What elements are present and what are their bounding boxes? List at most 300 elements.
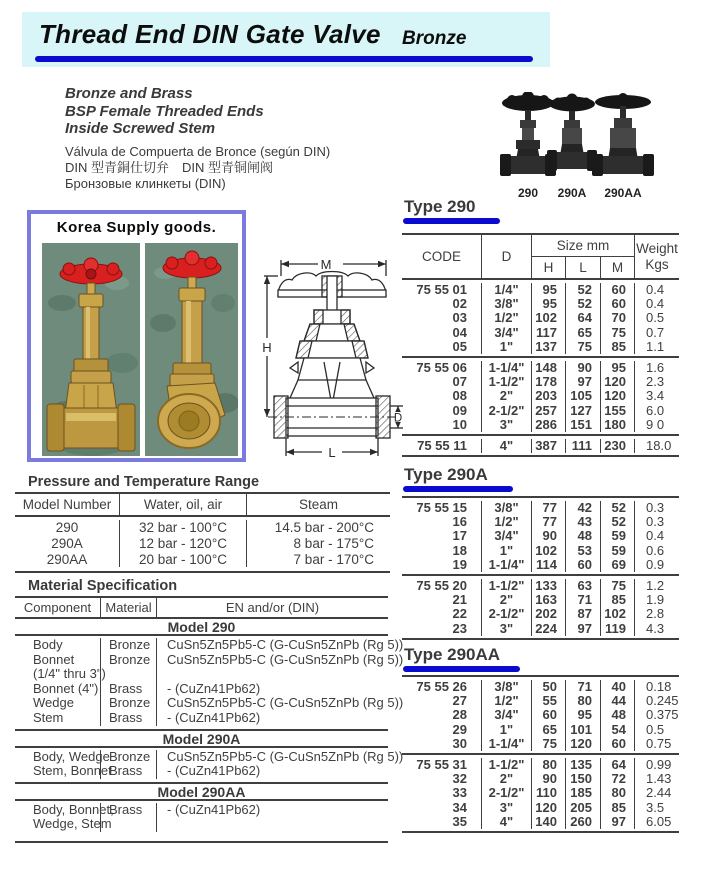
cell: 63 [566,579,601,593]
cell: 2" [482,389,532,403]
cell: 3/8" [482,297,532,311]
page-header [22,12,550,67]
pressure-table-header [15,494,390,517]
cell: 0.75 [646,735,672,751]
material-rows [15,636,404,731]
table-row [402,361,679,375]
cell: 09 [402,404,482,418]
cell: Body, Wedge [15,750,101,765]
cell: 1.2 [646,578,665,594]
cell: 18 [402,544,482,558]
table-row [402,340,679,354]
intro-line-cjk: DIN 型青銅仕切弁 DIN 型青铜闸阀 [65,159,274,175]
table-row [402,418,679,432]
cell: Bonnet [15,653,101,668]
table-row [15,637,404,653]
cell: CuSn5Zn5Pb5-C (G-CuSn5ZnPb (Rg 5)) [167,695,404,711]
cell: CuSn5Zn5Pb5-C (G-CuSn5ZnPb (Rg 5)) [167,651,404,667]
table-row [402,579,679,593]
cell: 2-1/2" [482,607,532,621]
cell: 27 [402,694,482,708]
cell: 119 [601,622,635,636]
cell: 120 [601,375,635,389]
cell: 127 [566,404,601,418]
cell: 60 [601,737,635,751]
cell: 48 [601,708,635,722]
table-row [15,711,388,726]
material-label: Bronze [402,28,467,49]
cell: 75 [566,340,601,354]
cell: 52 [566,297,601,311]
cell: 85 [601,593,635,607]
cell: - (CuZn41Pb62) [167,709,261,725]
cell: 42 [566,501,601,515]
col-header-en-din: EN and/or (DIN) [225,600,320,615]
pressure-row [15,536,390,552]
cell: 111 [566,439,601,453]
cell: Stem [15,711,101,726]
cell: - (CuZn41Pb62) [167,801,261,817]
cell: 1-1/2" [482,579,532,593]
cell: 43 [566,515,601,529]
cell: 95 [566,708,601,722]
table-row [15,695,404,711]
table-row [15,682,388,697]
cell: 1-1/4" [482,361,532,375]
cell: Bronze [101,638,157,653]
cell: 90 [532,529,566,543]
col-header-l: L [566,257,601,278]
table-row [402,815,679,829]
cell: 1.6 [646,360,665,376]
cell: 72 [601,772,635,786]
cell: 2-1/2" [482,786,532,800]
col-header-model-number: Model Number [15,494,120,515]
cell: 2-1/2" [482,404,532,418]
table-row [402,680,679,694]
table-row [402,737,679,751]
cell: 14.5 bar - 200°C [274,520,374,535]
table-row [402,297,679,311]
cell: 75 55 26 [402,680,482,694]
size-table-290aa [402,675,679,833]
cell: 75 55 01 [402,283,482,297]
cell: 0.5 [646,721,665,737]
dim-label-l: L [328,445,336,460]
cell: Wedge [15,696,101,711]
cell [157,817,388,832]
cell: 2.8 [646,606,665,622]
col-header-weight [635,235,679,278]
cell: 60 [566,558,601,572]
cell: 1/2" [482,515,532,529]
thumb-label-290a: 290A [557,186,587,200]
table-row [15,803,388,818]
cell: 260 [566,815,601,829]
col-header-material: Material [101,598,157,617]
cell: Body [15,638,101,653]
cell: 04 [402,326,482,340]
cell: 75 [601,579,635,593]
table-row [402,772,679,786]
cell: 230 [601,439,635,453]
table-row [402,607,679,621]
col-header-m: M [601,257,635,278]
material-model-band: Model 290A [15,731,388,748]
cell: 0.375 [646,707,679,723]
type-290a-underline [403,486,513,492]
cell: 202 [532,607,566,621]
table-row [402,622,679,636]
table-row [402,558,679,572]
col-header-code: CODE [402,235,482,278]
cell: 1/2" [482,311,532,325]
cell: 0.4 [646,282,665,297]
cell: 3/4" [482,326,532,340]
cell: Body, Bonnet, [15,803,101,818]
pressure-row [15,520,390,536]
col-header-d: D [482,235,532,278]
cell: 52 [601,501,635,515]
cell: 286 [532,418,566,432]
cell: 95 [532,297,566,311]
dim-label-d: D [393,412,403,425]
cell: 7 bar - 170°C [293,551,374,567]
material-rows [15,801,388,843]
size-table-group [402,358,679,436]
cell: 205 [566,801,601,815]
cell [157,667,388,682]
size-table-group [402,677,679,755]
material-rows [15,748,404,784]
cell: 20 bar - 100°C [120,552,247,568]
cell: 135 [566,758,601,772]
cell: 185 [566,786,601,800]
table-row [402,515,679,529]
table-row [15,748,404,765]
size-table-group [402,436,679,457]
material-model-band: Model 290 [15,619,388,636]
cell: 18.0 [646,438,672,454]
col-header-size-mm: Size mm [532,235,635,257]
cell: 0.3 [646,500,665,515]
cell: 80 [566,694,601,708]
cell: 1-1/2" [482,758,532,772]
cell: 290A [15,536,120,552]
cell: 19 [402,558,482,572]
table-row [402,723,679,737]
thumb-label-290aa: 290AA [604,186,642,200]
cell: 1/4" [482,283,532,297]
cell: 9 0 [646,416,665,432]
cell: 102 [532,311,566,325]
cell: 0.18 [646,679,672,694]
photo-box [27,210,246,462]
cell: 0.3 [646,514,665,530]
intro-line-spanish: Válvula de Compuerta de Bronce (según DIN) [65,143,331,159]
table-row [402,389,679,403]
size-table-290 [402,233,679,457]
cell: 3" [482,622,532,636]
cell: 224 [532,622,566,636]
cell: 102 [532,544,566,558]
cell: 59 [601,544,635,558]
cell: 3/4" [482,708,532,722]
cell: Bronze [101,696,157,711]
col-header-h: H [532,257,566,278]
cell: 6.05 [646,813,672,829]
cell: 6.0 [646,402,665,418]
type-290a-heading: Type 290A [404,465,488,484]
cell: 71 [566,593,601,607]
cell: 52 [566,283,601,297]
cell: 151 [566,418,601,432]
cell: 21 [402,593,482,607]
cell: 95 [601,361,635,375]
cell: 3.4 [646,388,665,404]
valve-photo-front [42,243,140,456]
photo-caption: Korea Supply goods. [56,219,217,236]
cell: 1" [482,723,532,737]
cell: 52 [601,515,635,529]
intro-line: Inside Screwed Stem [65,120,216,137]
dim-label-m: M [320,257,332,272]
type-290-underline [403,218,500,224]
cell: 50 [532,680,566,694]
cell: 64 [601,758,635,772]
thumb-label-290: 290 [517,186,539,200]
cell: 3/4" [482,529,532,543]
cell: Brass [101,764,157,779]
cell: 3/8" [482,501,532,515]
size-table-header [402,235,679,280]
cell [101,817,157,832]
cell: 0.245 [646,693,679,709]
intro-line-russian: Бронзовые клинкеты (DIN) [65,175,226,191]
cell: 75 55 20 [402,579,482,593]
cell: 23 [402,622,482,636]
cell: 97 [566,622,601,636]
cell: 64 [566,311,601,325]
table-row [402,375,679,389]
cell: 114 [532,558,566,572]
cell: Bonnet (4") [15,682,101,697]
intro-text [65,85,395,192]
pressure-table [15,492,390,573]
material-table [15,596,404,843]
cell: (1/4" thru 3") [15,667,101,682]
cell: 102 [601,607,635,621]
cell: 80 [601,786,635,800]
cell: 0.99 [646,757,672,773]
valve-thumbnails-image [486,92,666,188]
cell: 75 55 11 [402,439,482,453]
cell: 178 [532,375,566,389]
cell: 12 bar - 120°C [120,536,247,552]
type-290-heading: Type 290 [404,197,476,216]
cell: 16 [402,515,482,529]
cell: 40 [601,680,635,694]
pressure-table-body [15,517,390,571]
col-header-component: Component [15,598,101,617]
cell: 34 [402,801,482,815]
pressure-row [15,552,390,568]
table-row [402,501,679,515]
table-row [402,326,679,340]
kgs-label: Kgs [645,256,669,272]
size-table-group [402,498,679,576]
cell: 10 [402,418,482,432]
cell: 75 55 15 [402,501,482,515]
cell: 180 [601,418,635,432]
cell: 3.5 [646,799,665,815]
material-table-header [15,598,388,619]
cell: 1" [482,544,532,558]
intro-line: Bronze and Brass [65,85,193,102]
cell: 85 [601,801,635,815]
cell: 0.4 [646,528,665,544]
weight-label: Weight [636,240,678,256]
table-row [15,651,404,668]
cell: 1-1/4" [482,558,532,572]
cell: 60 [601,297,635,311]
cell: 1" [482,340,532,354]
title-underline [35,56,533,62]
pressure-table-title: Pressure and Temperature Range [28,474,260,490]
cell: 101 [566,723,601,737]
cell: 117 [532,326,566,340]
table-row [402,694,679,708]
cell: 60 [532,708,566,722]
cell: 80 [532,758,566,772]
table-row [402,786,679,800]
cell: 02 [402,297,482,311]
cell: - (CuZn41Pb62) [167,680,261,696]
cell: 44 [601,694,635,708]
cell [101,667,157,682]
cell: 1.1 [646,338,665,354]
cell: 148 [532,361,566,375]
cell: 1-1/4" [482,737,532,751]
cell: Bronze [101,750,157,765]
cell: 55 [532,694,566,708]
cell: 08 [402,389,482,403]
cell: Brass [101,711,157,726]
cell: 2.3 [646,374,665,390]
cell: 120 [601,389,635,403]
cell: 2.44 [646,785,672,801]
cell: 59 [601,529,635,543]
cell: 85 [601,340,635,354]
cell: 110 [532,786,566,800]
cell: 120 [532,801,566,815]
cell: - (CuZn41Pb62) [167,763,261,779]
cell: 75 55 06 [402,361,482,375]
cell: 0.9 [646,556,665,572]
table-row [402,283,679,297]
cell: 0.5 [646,310,665,326]
cell: 32 [402,772,482,786]
cell: 0.7 [646,324,665,340]
cell: 3" [482,418,532,432]
table-row [402,529,679,543]
table-row [402,439,679,453]
cell: 54 [601,723,635,737]
type-290aa-underline [403,666,520,672]
cell: 65 [532,723,566,737]
table-row [402,758,679,772]
cell: 05 [402,340,482,354]
cell: 203 [532,389,566,403]
cell: Brass [101,682,157,697]
cell: 71 [566,680,601,694]
cell: 22 [402,607,482,621]
cell: 75 [532,737,566,751]
cell: 90 [566,361,601,375]
type-290aa-heading: Type 290AA [404,645,501,664]
cell: 290AA [15,552,120,568]
cell: 69 [601,558,635,572]
cell: 3/8" [482,680,532,694]
cell: 137 [532,340,566,354]
cell: 97 [601,815,635,829]
table-row [402,708,679,722]
cell: 33 [402,786,482,800]
cell: 17 [402,529,482,543]
cell: 140 [532,815,566,829]
cell: 95 [532,283,566,297]
cell: 28 [402,708,482,722]
cell: Wedge, Stem [15,817,101,832]
table-row [15,764,388,779]
intro-line: BSP Female Threaded Ends [65,102,264,120]
cell: 2" [482,593,532,607]
cell: 70 [601,311,635,325]
cell: 8 bar - 175°C [293,535,374,551]
cell: 3" [482,801,532,815]
cell: 29 [402,723,482,737]
cell: 163 [532,593,566,607]
cell: 77 [532,515,566,529]
cell: 387 [532,439,566,453]
cell: 97 [566,375,601,389]
cell: 65 [566,326,601,340]
cell: 1-1/2" [482,375,532,389]
cell: 75 55 31 [402,758,482,772]
cell: 60 [601,283,635,297]
cell: 290 [15,520,120,536]
cell: 1.43 [646,771,672,787]
cell: CuSn5Zn5Pb5-C (G-CuSn5ZnPb (Rg 5)) [167,637,404,652]
table-row [15,667,388,682]
cell: 53 [566,544,601,558]
cell: 4" [482,439,532,453]
table-row [402,801,679,815]
col-header-steam: Steam [298,497,339,512]
size-table-group [402,280,679,358]
size-table-290a [402,496,679,640]
page-title: Thread End DIN Gate Valve [39,19,381,49]
thumb-valve-290a [547,94,597,172]
valve-dimension-diagram [256,246,408,464]
cell: 4.3 [646,620,665,636]
cell: 77 [532,501,566,515]
material-model-band: Model 290AA [15,784,388,801]
cell: CuSn5Zn5Pb5-C (G-CuSn5ZnPb (Rg 5)) [167,748,404,764]
cell: 1/2" [482,694,532,708]
size-table-group [402,755,679,833]
cell: 07 [402,375,482,389]
